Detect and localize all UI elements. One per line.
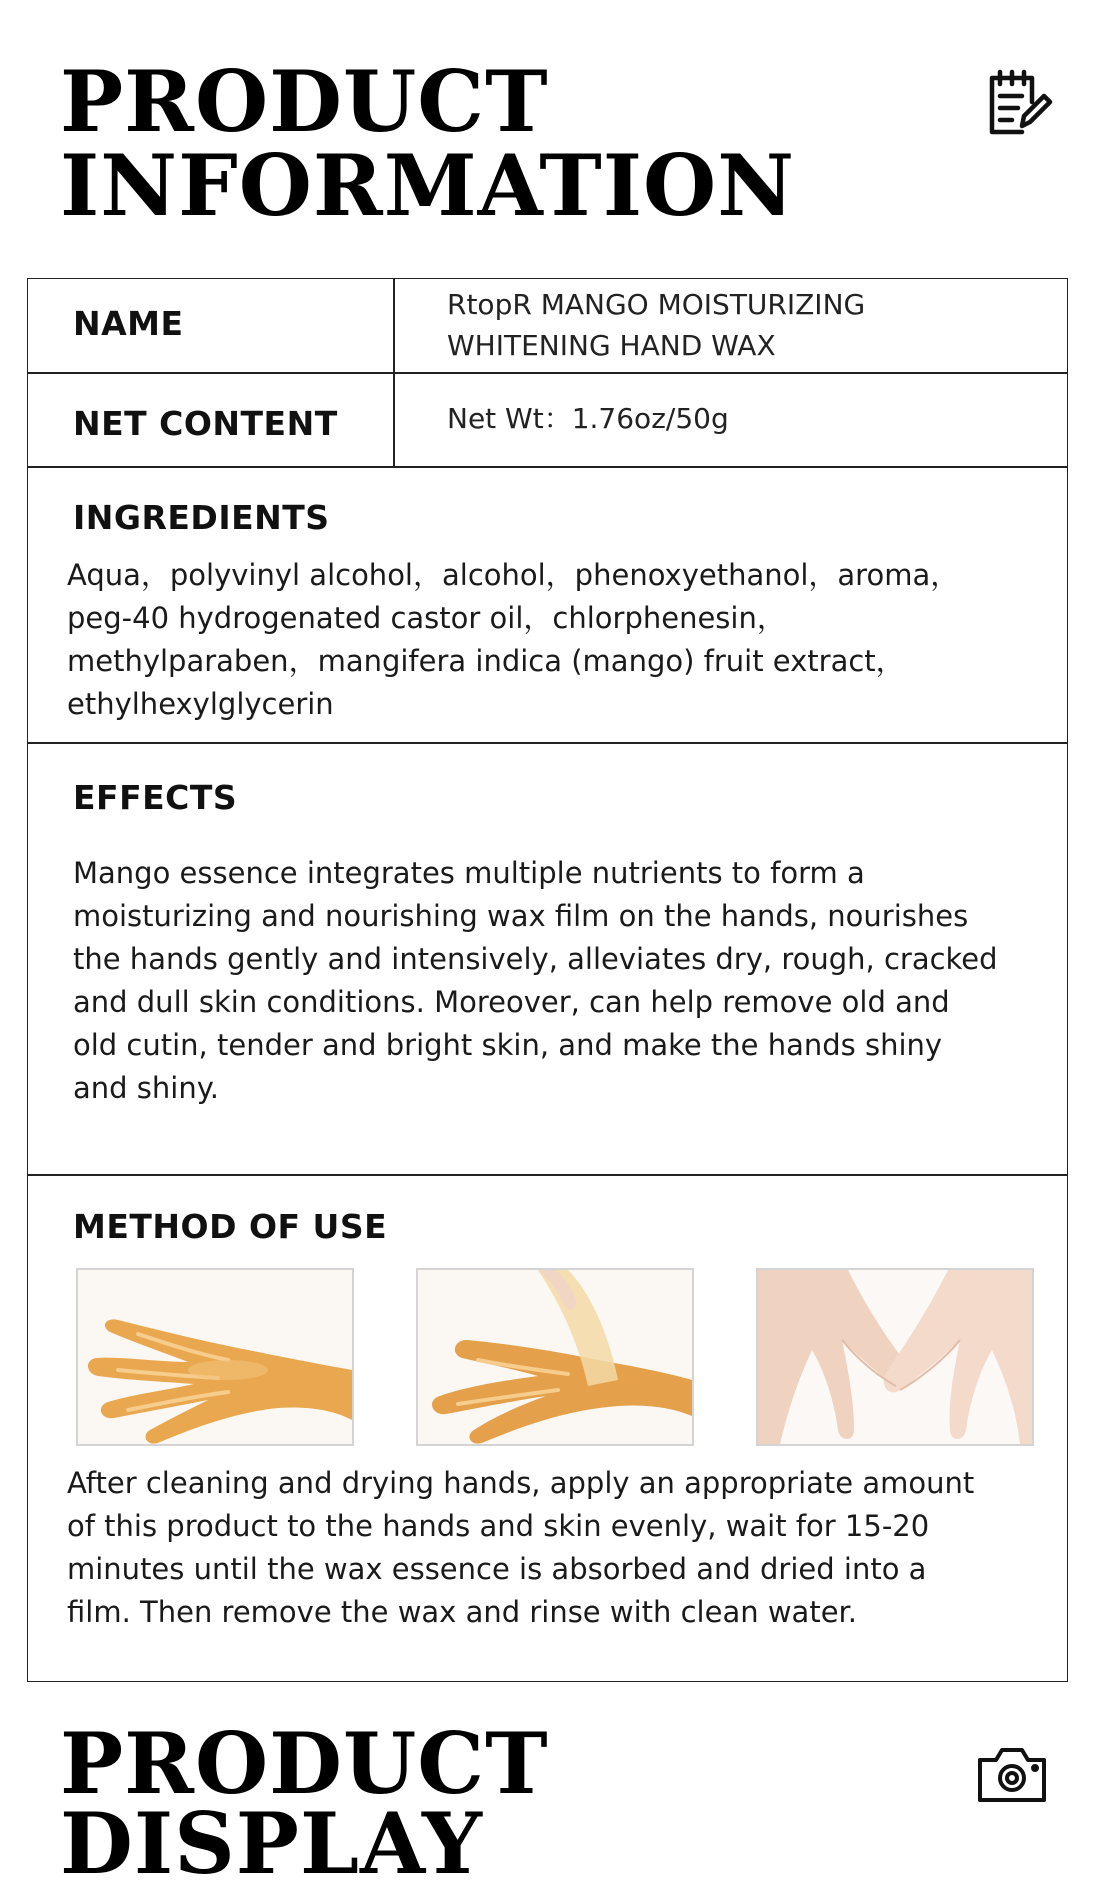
row-divider — [27, 1174, 1068, 1176]
effects-line: old cutin, tender and bright skin, and make the hands shiny — [73, 1028, 943, 1062]
method-line: minutes until the wax essence is absorbed and dried into a — [67, 1552, 927, 1586]
name-value-line1: RtopR MANGO MOISTURIZING — [447, 288, 866, 321]
section-title-line1: PRODUCT — [60, 52, 549, 151]
effects-line: and dull skin conditions. Moreover, can help remove old and — [73, 985, 950, 1019]
effects-line: Mango essence integrates multiple nutrients to form a — [73, 856, 865, 890]
column-divider — [393, 278, 395, 467]
row-divider — [27, 742, 1068, 744]
ingredients-line: Aqua，polyvinyl alcohol，alcohol，phenoxyethanol，aroma， — [67, 558, 960, 592]
name-value-line2: WHITENING HAND WAX — [447, 329, 776, 362]
display-title-line1: PRODUCT — [60, 1714, 549, 1813]
method-step-1-image — [76, 1268, 354, 1446]
method-line: After cleaning and drying hands, apply an appropriate amount — [67, 1466, 975, 1500]
name-value — [447, 284, 865, 366]
effects-line: moisturizing and nourishing wax film on the hands, nourishes — [73, 899, 969, 933]
method-label: METHOD OF USE — [73, 1207, 388, 1246]
method-step-2-image — [416, 1268, 694, 1446]
effects-line: and shiny. — [73, 1071, 219, 1105]
method-line: of this product to the hands and skin evenly, wait for 15-20 — [67, 1509, 930, 1543]
ingredients-text — [67, 554, 959, 726]
camera-icon — [976, 1746, 1048, 1804]
ingredients-line: methylparaben，mangifera indica (mango) fruit extract， — [67, 644, 905, 678]
net-content-label: NET CONTENT — [73, 404, 338, 443]
ingredients-line: ethylhexylglycerin — [67, 687, 334, 721]
display-title-line2: DISPLAY — [60, 1794, 483, 1893]
clipboard-edit-icon — [982, 68, 1054, 140]
ingredients-label: INGREDIENTS — [73, 498, 330, 537]
row-divider — [27, 372, 1068, 374]
effects-line: the hands gently and intensively, alleviates dry, rough, cracked — [73, 942, 998, 976]
method-step-3-image — [756, 1268, 1034, 1446]
net-content-value: Net Wt：1.76oz/50g — [447, 402, 729, 435]
section-title-line2: INFORMATION — [60, 136, 796, 235]
effects-text — [73, 852, 998, 1110]
ingredients-line: peg-40 hydrogenated castor oil，chlorphenesin， — [67, 601, 786, 635]
row-divider — [27, 466, 1068, 468]
method-line: film. Then remove the wax and rinse with clean water. — [67, 1595, 858, 1629]
effects-label: EFFECTS — [73, 778, 238, 817]
name-label: NAME — [73, 304, 184, 343]
method-text — [67, 1462, 974, 1634]
